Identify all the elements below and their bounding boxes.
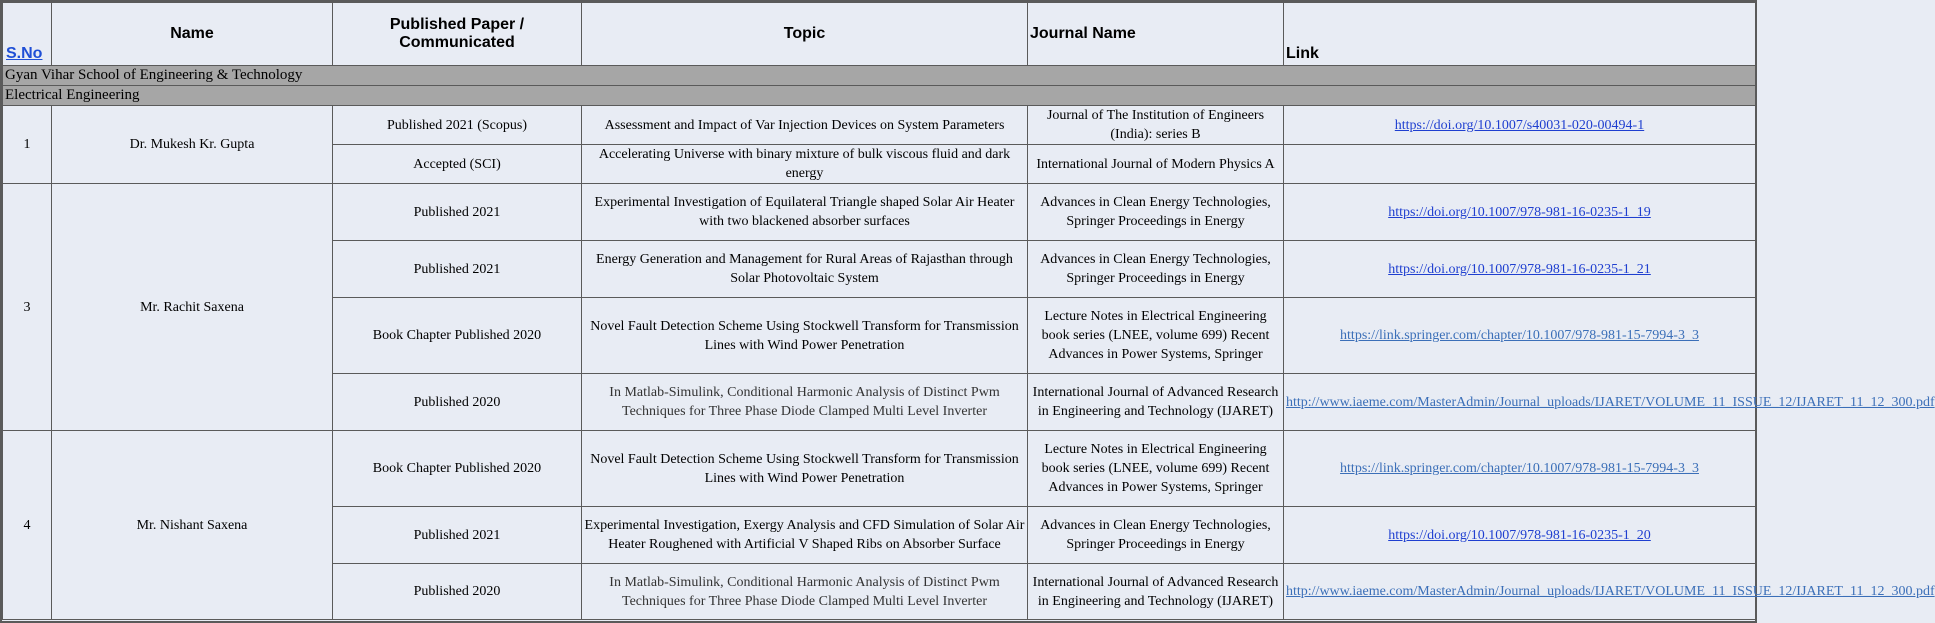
status-cell: Book Chapter Published 2020: [333, 298, 582, 374]
name-cell: Dr. Mukesh Kr. Gupta: [52, 106, 333, 184]
header-link: Link: [1284, 3, 1756, 66]
paper-link[interactable]: https://doi.org/10.1007/978-981-16-0235-1_21: [1388, 261, 1651, 277]
name-cell: Mr. Nishant Saxena: [52, 431, 333, 620]
topic-cell: Novel Fault Detection Scheme Using Stockwell Transform for Transmission Lines with Wind Power Penetration: [582, 298, 1028, 374]
paper-link[interactable]: https://link.springer.com/chapter/10.1007/978-981-15-7994-3_3: [1340, 461, 1699, 476]
paper-link[interactable]: https://doi.org/10.1007/978-981-16-0235-1_20: [1388, 527, 1651, 543]
status-cell: Published 2020: [333, 564, 582, 620]
journal-cell: Lecture Notes in Electrical Engineering book series (LNEE, volume 699) Recent Advances in Power Systems, Springer: [1028, 431, 1284, 507]
sno-sort-link[interactable]: S.No: [6, 45, 43, 62]
link-cell: [1284, 431, 1756, 507]
header-name: Name: [52, 3, 333, 66]
table-row: [3, 184, 1756, 241]
journal-cell: Advances in Clean Energy Technologies, Springer Proceedings in Energy: [1028, 184, 1284, 241]
journal-cell: International Journal of Modern Physics A: [1028, 145, 1284, 184]
topic-cell: Experimental Investigation of Equilateral Triangle shaped Solar Air Heater with two blackened absorber surfaces: [582, 184, 1028, 241]
topic-cell: Assessment and Impact of Var Injection Devices on System Parameters: [582, 106, 1028, 145]
name-cell: Mr. Rachit Saxena: [52, 184, 333, 431]
header-sno[interactable]: [3, 3, 52, 66]
header-published: Published Paper / Communicated: [333, 3, 582, 66]
status-cell: Published 2021: [333, 507, 582, 564]
paper-link[interactable]: http://www.iaeme.com/MasterAdmin/Journal_uploads/IJARET/VOLUME_11_ISSUE_12/IJARET_11_12_300.pdf: [1286, 584, 1935, 599]
link-cell: [1284, 374, 1935, 431]
journal-cell: International Journal of Advanced Research in Engineering and Technology (IJARET): [1028, 564, 1284, 620]
paper-link[interactable]: https://link.springer.com/chapter/10.1007/978-981-15-7994-3_3: [1340, 328, 1699, 343]
header-journal: Journal Name: [1028, 3, 1284, 66]
journal-cell: Lecture Notes in Electrical Engineering book series (LNEE, volume 699) Recent Advances in Power Systems, Springer: [1028, 298, 1284, 374]
journal-cell: International Journal of Advanced Research in Engineering and Technology (IJARET): [1028, 374, 1284, 431]
status-cell: Accepted (SCI): [333, 145, 582, 184]
link-cell: [1284, 145, 1756, 184]
topic-cell: Accelerating Universe with binary mixture of bulk viscous fluid and dark energy: [582, 145, 1028, 184]
topic-cell: In Matlab-Simulink, Conditional Harmonic Analysis of Distinct Pwm Techniques for Three Phase Diode Clamped Multi Level Inverter: [582, 374, 1028, 431]
status-cell: Published 2021 (Scopus): [333, 106, 582, 145]
topic-cell: Energy Generation and Management for Rural Areas of Rajasthan through Solar Photovoltaic System: [582, 241, 1028, 298]
journal-cell: Advances in Clean Energy Technologies, Springer Proceedings in Energy: [1028, 241, 1284, 298]
header-row: [3, 3, 1756, 66]
publications-table: [2, 2, 1935, 620]
table-row: [3, 431, 1756, 507]
journal-cell: Advances in Clean Energy Technologies, Springer Proceedings in Energy: [1028, 507, 1284, 564]
paper-link[interactable]: https://doi.org/10.1007/s40031-020-00494-1: [1394, 117, 1645, 133]
sno-cell: 4: [3, 431, 52, 620]
sno-cell: 3: [3, 184, 52, 431]
status-cell: Published 2021: [333, 241, 582, 298]
link-cell: [1284, 564, 1935, 620]
link-cell: [1284, 241, 1756, 298]
journal-cell: Journal of The Institution of Engineers (India): series B: [1028, 106, 1284, 145]
status-cell: Published 2021: [333, 184, 582, 241]
section-row-school: [3, 66, 1756, 86]
status-cell: Published 2020: [333, 374, 582, 431]
link-cell: [1284, 184, 1756, 241]
sno-cell: 1: [3, 106, 52, 184]
topic-cell: In Matlab-Simulink, Conditional Harmonic Analysis of Distinct Pwm Techniques for Three Phase Diode Clamped Multi Level Inverter: [582, 564, 1028, 620]
status-cell: Book Chapter Published 2020: [333, 431, 582, 507]
link-cell: [1284, 106, 1756, 145]
link-cell: [1284, 298, 1756, 374]
table-row: [3, 106, 1756, 145]
topic-cell: Novel Fault Detection Scheme Using Stockwell Transform for Transmission Lines with Wind Power Penetration: [582, 431, 1028, 507]
department-name: Electrical Engineering: [3, 86, 1756, 106]
paper-link[interactable]: https://doi.org/10.1007/978-981-16-0235-1_19: [1388, 204, 1651, 220]
section-row-department: [3, 86, 1756, 106]
paper-link[interactable]: http://www.iaeme.com/MasterAdmin/Journal_uploads/IJARET/VOLUME_11_ISSUE_12/IJARET_11_12_300.pdf: [1286, 394, 1935, 410]
topic-cell: Experimental Investigation, Exergy Analysis and CFD Simulation of Solar Air Heater Roughened with Artificial V Shaped Ribs on Absorber Surface: [582, 507, 1028, 564]
school-name: Gyan Vihar School of Engineering & Technology: [3, 66, 1756, 86]
header-topic: Topic: [582, 3, 1028, 66]
link-cell: [1284, 507, 1756, 564]
